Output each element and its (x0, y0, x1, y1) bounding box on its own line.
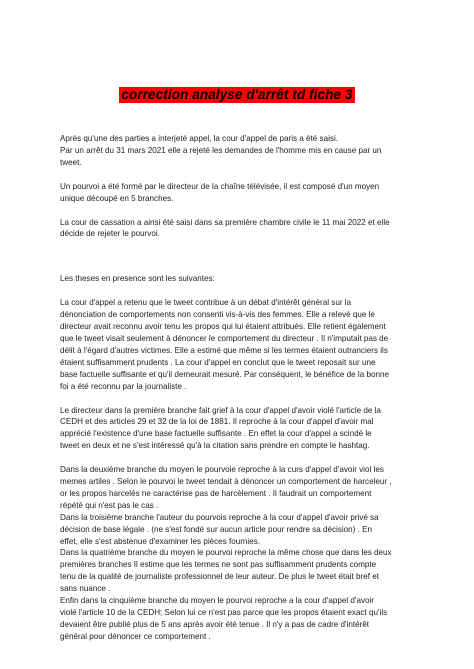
document-body (60, 133, 432, 643)
text-line: CEDH et des articles 29 et 32 de la loi de 1881. Il reproche à la cour d'appel d'avoir mal (60, 417, 374, 427)
text-line: La cour d'appel a retenu que le tweet contribue à un débat d'intérêt général sur la (60, 298, 352, 308)
text-line: Dans la quatrième branche du moyen le pourvoi reproche la même chose que dans les deux (60, 548, 392, 558)
text-line: Après qu'une des parties a interjeté appel, la cour d'appel de paris a été saisi. (60, 134, 339, 143)
section-gap (60, 240, 432, 273)
text-line: répété qui n'est pas le cas . (60, 500, 159, 510)
text-line: Enfin dans la cinquième branche du moyen le pourvoi reproche a la cour d'appel d'avoir (60, 596, 374, 606)
text-line: La cour de cassation a ainsi été saisi dans sa première chambre civile le 11 mai 2022 et elle (60, 217, 390, 227)
paragraph-gap (60, 205, 432, 217)
text-line: Les theses en presence sont les suivantes: (60, 274, 215, 284)
text-line: Le directeur dans la première branche fait grief à la cour d'appel d'avoir violé l'article de la (60, 405, 381, 415)
text-line: effet, elle s'est abstenue d'examiner les pièces fournies. (60, 536, 261, 546)
text-line: décide de rejeter le pourvoi. (60, 229, 160, 239)
document-title: correction analyse d'arrêt td fiche 3 (121, 87, 353, 102)
paragraph-gap (60, 452, 432, 464)
text-line: violé l'article 10 de la CEDH; Selon lui ce n'est pas parce que les propos étaient exact qu'ils (60, 608, 388, 617)
paragraph-gap (60, 285, 432, 297)
text-line: foi a été reconnu par la journaliste . (60, 381, 187, 391)
text-line: Dans la troisième branche l'auteur du pourvois reproche à la cour d'appel d'avoir privé sa (60, 512, 379, 522)
text-line: premières branches Il estime que les termes ne sont pas suffisamment prudents compte (60, 560, 377, 570)
text-line: délit à l'égard d'autres victimes. Elle a estimé que même si les termes étaient outranciers ils (60, 345, 388, 355)
paragraph-gap (60, 393, 432, 405)
text-line: Dans la deuxième branche du moyen le pourvoie reproche à la curs d'appel d'avoir viol les (60, 465, 384, 475)
text-line: décision de base légale . (ne s'est fondé sur aucun article pour rendre sa décision) . En (60, 524, 372, 534)
text-line: tenu de la qualité de journaliste professionnel de leur auteur. De plus le tweet était bref et (60, 572, 380, 582)
text-line: Un pourvoi a été formé par le directeur de la chaîne télévisée, il est composé d'un moyen (60, 181, 380, 191)
text-line: devaient être publié plus de 5 ans après avoir été tenue . Il n'y a pas de cadre d'intérêt (60, 619, 370, 629)
text-line: or les propos harcelés ne caractérise pas de harcèlement . Il faudrait un comportement (60, 488, 372, 498)
text-line: apprécié l'existence d'une base factuelle suffisante . En effet la cour d'appel a scindé le (60, 429, 372, 439)
text-line: Par un arrêt du 31 mars 2021 elle a rejeté les demandes de l'homme mis en cause par un (60, 145, 382, 155)
text-line: directeur avait reconnu avoir tenu les propos qui lui étaient attribués. Elle retient également (60, 322, 386, 332)
text-line: tweet en deux et ne s'est intéressé qu'à la citation sans prendre en compte le hashtag. (60, 441, 370, 451)
text-line: général pour dénoncer ce comportement . (60, 631, 211, 641)
text-line: unique découpé en 5 branches. (60, 193, 174, 203)
text-line: étaient suffisamment prudents . La cour d'appel en conclut que le tweet reposait sur une (60, 357, 376, 367)
text-line: sans nuance . (60, 584, 111, 594)
text-line: memes artiles . Selon le pourvoi le tweet tendait à dénoncer un comportement de harceleur , (60, 477, 392, 487)
text-line: tweet. (60, 157, 82, 167)
title-container (0, 86, 474, 104)
text-line: dénonciation de comportements non consenti vis-à-vis des femmes. Elle a relevé que le (60, 310, 375, 320)
text-line: que le tweet visait seulement à dénoncer le comportement du directeur . Il n'imputait pas de (60, 333, 389, 343)
paragraph-gap (60, 169, 432, 181)
text-line: base factuelle suffisante et qu'il demeurait mesuré. Par conséquent, le bénéfice de la bonne (60, 369, 389, 379)
